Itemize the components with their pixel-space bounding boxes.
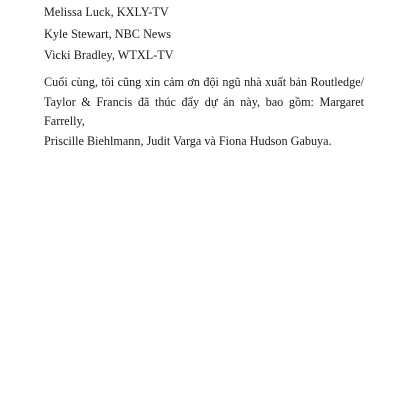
credits-list: [44, 2, 174, 67]
credit-line: Melissa Luck, KXLY-TV: [44, 5, 169, 19]
credit-line: Vicki Bradley, WTXL-TV: [44, 48, 174, 62]
paragraph-line: Priscille Biehlmann, Judit Varga và Fiona Hudson Gabuya.: [44, 133, 332, 148]
acknowledgement-paragraph: [44, 73, 364, 151]
paragraph-line: Taylor & Francis đã thúc đẩy dự án này, bao gồm: Margaret Farrelly,: [44, 94, 364, 128]
credit-line: Kyle Stewart, NBC News: [44, 26, 172, 41]
paragraph-line: Cuối cùng, tôi cũng xin cảm ơn đội ngũ nhà xuất bản Routledge/: [44, 75, 364, 89]
